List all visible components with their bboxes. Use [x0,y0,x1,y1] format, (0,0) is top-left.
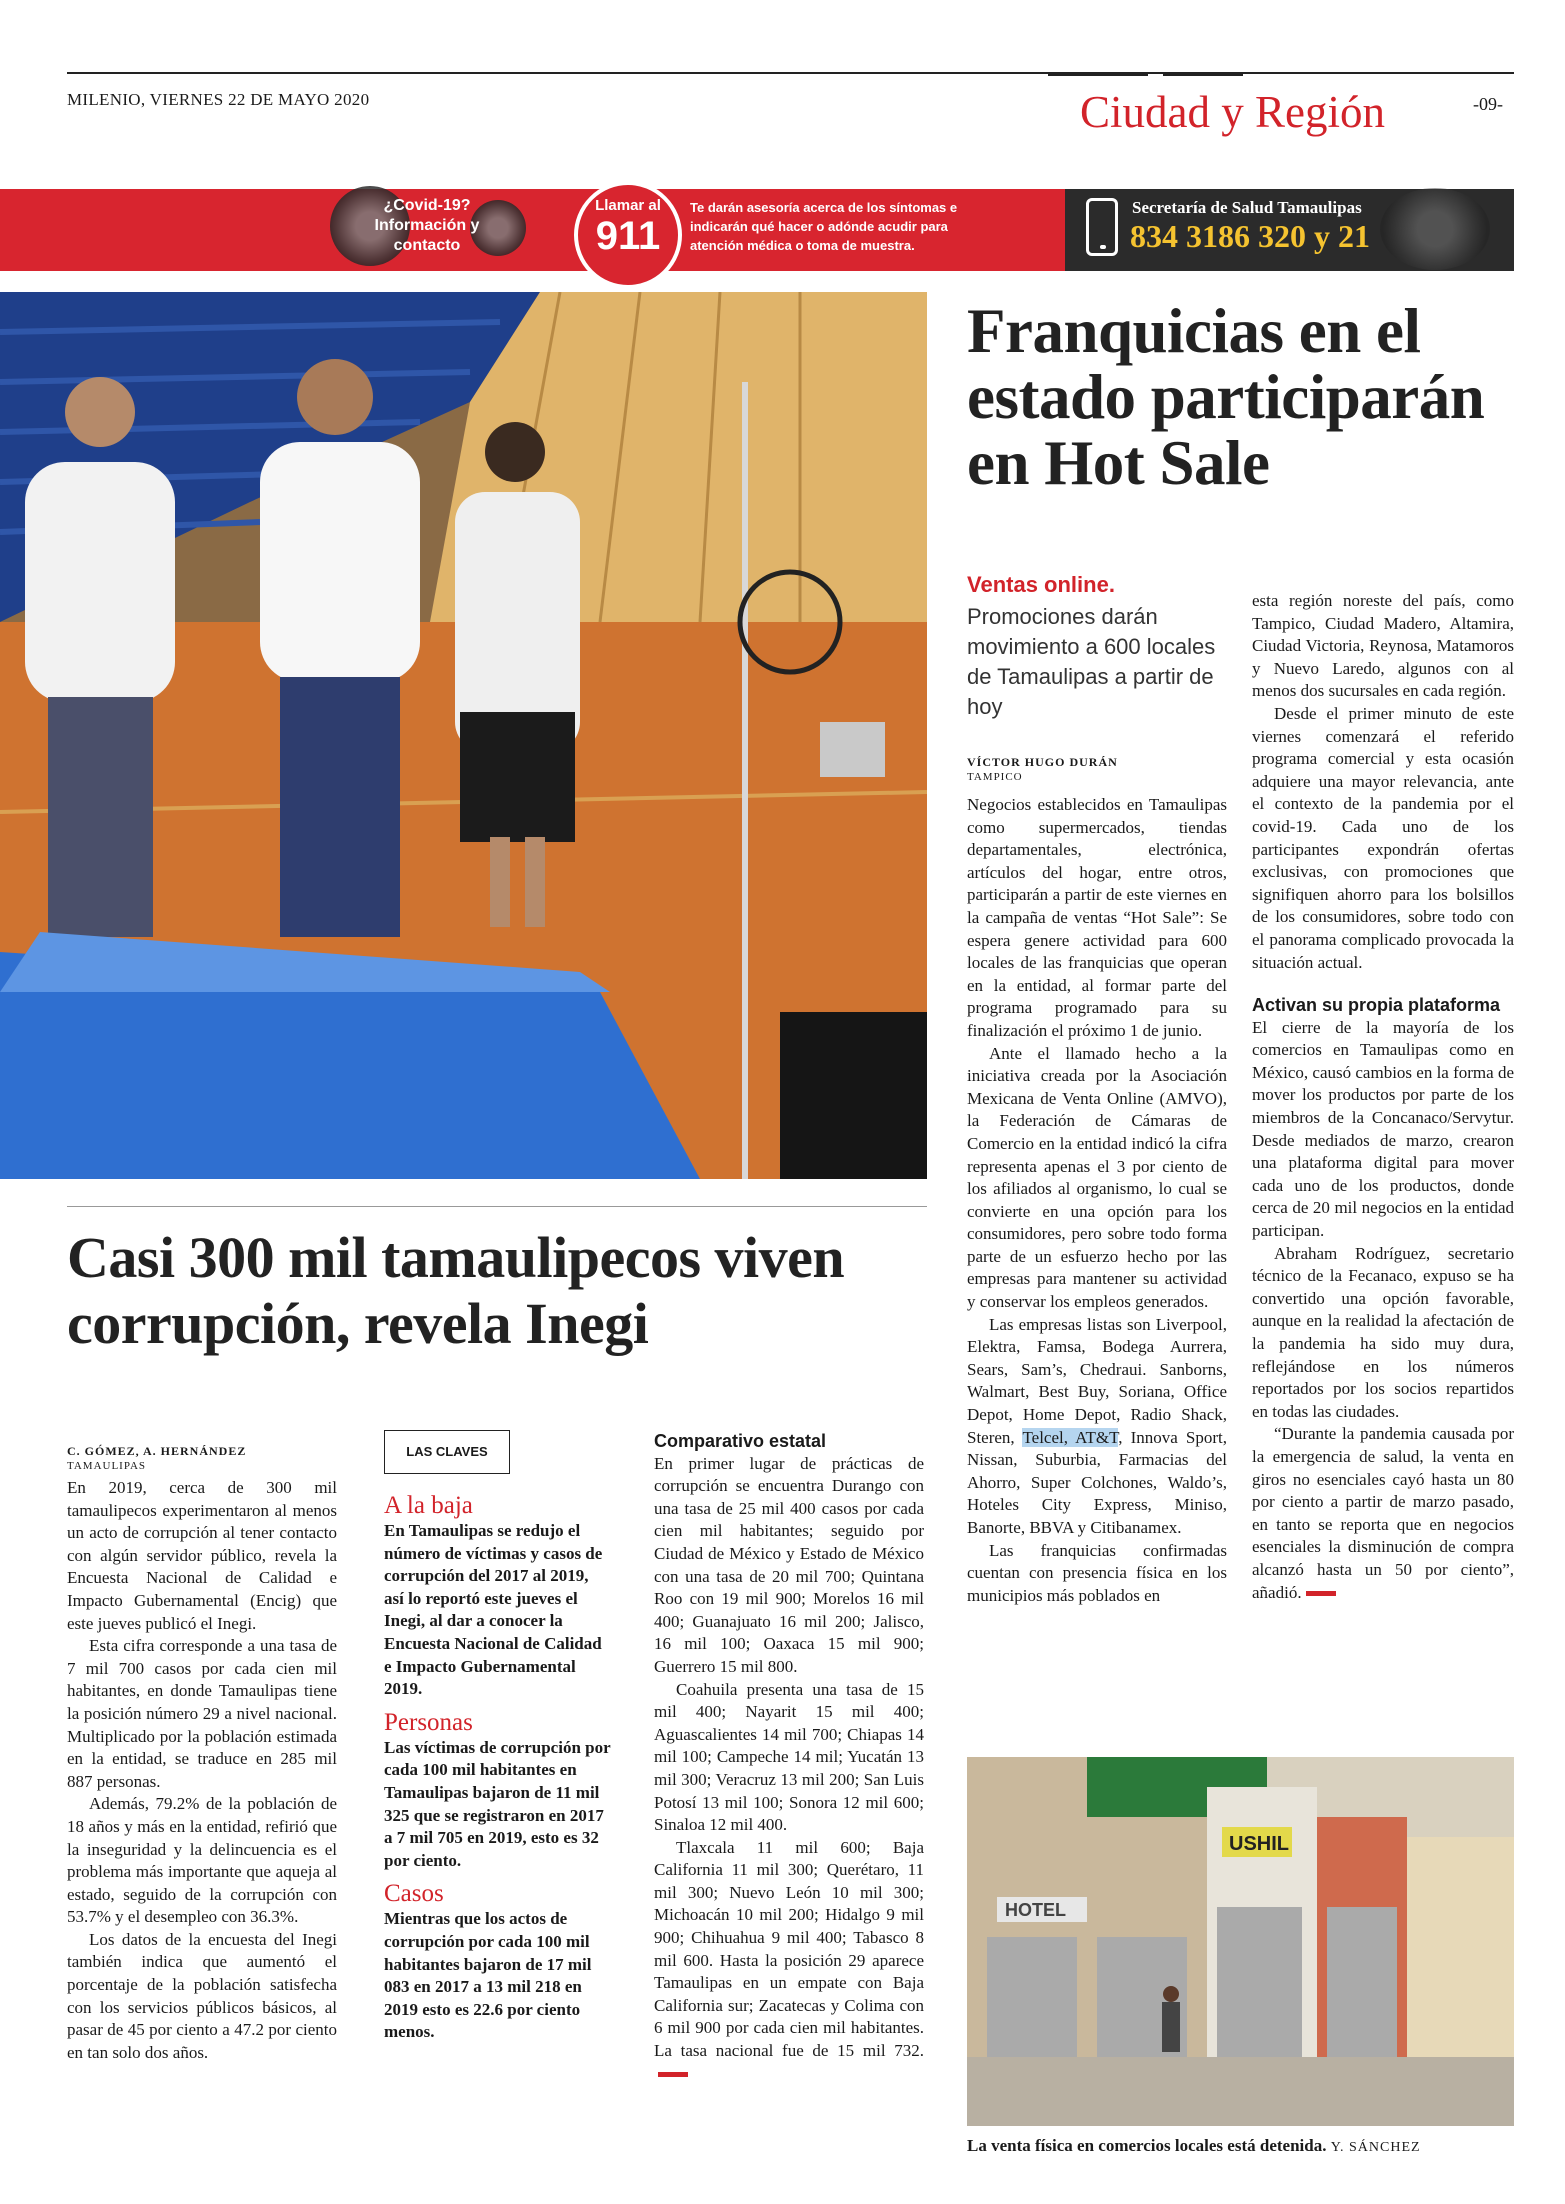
header-accent-rule [1048,72,1148,76]
photo-street-shops [967,1757,1514,2126]
article-column [67,1477,337,2064]
article-column [967,794,1227,1607]
page-number: -09- [1473,94,1503,114]
section-rule [67,1206,927,1207]
article-location: TAMPICO [967,771,1023,783]
paragraph: Desde el primer minuto de este viernes comenzará el referido programa comercial y esta ocasión adquiere una mayor relevancia, ante el contexto de la pandemia por el covid-19. Cada uno de los participantes expondrán ofertas exclusivas, con promociones que signifiquen ahorro para los bolsillos de los consumidores, sobre todo con el panorama complicado provocada la situación actual. [1252,703,1514,972]
text-span: Las empresas listas son Liverpool, Elektra, Famsa, Bodega Aurrera, Sears, Sam’s, Chedraui. Sanborns, Walmart, Best Buy, Soriana, Office Depot, Home Depot, Radio Shack, Steren, [967,1314,1227,1447]
banner-info: Te darán asesoría acerca de los síntomas e indicarán qué hacer o adónde acudir para atención médica o toma de muestra. [690,200,958,253]
shop-sign: USHIL [1229,1833,1289,1855]
paragraph: El cierre de la mayoría de los comercios en Tamaulipas como en México, causó cambios en la forma de mover los productos por parte de los miembros de la Concanaco/Servytur. Desde mediados de marzo, crearon una plataforma digital para mover cada uno de los productos, donde cerca de 20 mil negocios en la entidad participan. [1252,1017,1514,1241]
paragraph [967,1314,1227,1540]
article-deck: Promociones darán movimiento a 600 locales de Tamaulipas a partir de hoy [967,604,1216,719]
text-span: , Innova Sport, Nissan, Suburbia, Farmacias del Ahorro, Super Colchones, Waldo’s, Hoteles City Express, Miniso, Banorte, BBVA y Citibanamex. [967,1427,1228,1537]
paragraph: Abraham Rodríguez, secretario técnico de la Fecanaco, expuso se ha convertido una opción favorable, aunque en la realidad la afectación de la pandemia ha sido muy dura, reflejándose en los números reportados por los socios repartidos en todas las ciudades. [1252,1243,1514,1421]
article-byline: C. GÓMEZ, A. HERNÁNDEZ [67,1444,247,1458]
call-number: 911 [595,214,661,258]
paragraph: Coahuila presenta una tasa de 15 mil 400; Nayarit 15 mil 400; Aguascalientes 14 mil 700; Chiapas 14 mil 100; Campeche 14 mil; Yucatán 13 mil 300; Veracruz 13 mil 200; San Luis Potosí 13 mil 100; Sonora 12 mil 600; Sinaloa 12 mil 400. [654,1679,924,1835]
highlighted-text: Telcel, AT&T [1022,1427,1119,1447]
paragraph [1252,1423,1514,1604]
paragraph: esta región noreste del país, como Tampico, Ciudad Madero, Altamira, Ciudad Victoria, Reynosa, Matamoros y Nuevo Laredo, algunos con al menos dos sucursales en cada región. [1252,591,1514,701]
paragraph: Ante el llamado hecho a la iniciativa creada por la Asociación Mexicana de Venta Online (AMVO), la Federación de Cámaras de Comercio en la entidad indicó la cifra representa apenas el 3 por ciento de los afiliados al organismo, lo cual se convierte en una opción para los consumidores, pero sobre todo forma parte de un esfuerzo hecho por las empresas para mantener su actividad y conservar los empleos generados. [967,1043,1227,1312]
article-column [1252,590,1514,1604]
paragraph: En 2019, cerca de 300 mil tamaulipecos experimentaron al menos un acto de corrupción al tener contacto con algún servidor público, revela la Encuesta Nacional de Calidad e Impacto Gubernamental (Encig) que este jueves publicó el Inegi. [67,1478,337,1633]
header-rule [67,72,1514,74]
header-accent-rule [1163,72,1243,76]
article-location: TAMAULIPAS [67,1460,147,1472]
caption-text: La venta física en comercios locales está detenida. [967,2136,1327,2155]
paragraph: Además, 79.2% de la población de 18 años y más en la entidad, refirió que la inseguridad y la delincuencia es el problema más importante que aqueja al estado, seguido de la corrupción con 53.7% y el desempleo con 36.3%. [67,1794,337,1927]
clave-text: Las víctimas de corrupción por cada 100 mil habitantes en Tamaulipas bajaron de 11 mil 325 que se registraron en 2017 a 7 mil 705 en 2019, esto es 32 por ciento. [384,1737,611,1870]
text-span: Tlaxcala 11 mil 600; Baja California 11 mil 300; Querétaro, 11 mil 300; Nuevo León 10 mil 300; Michoacán 10 mil 200; Hidalgo 9 mil 900; Chihuahua 9 mil 400; Tabasco 8 mil 600. Hasta la posición 29 aparece Tamaulipas en un empate con Baja California sur; Zacatecas y Colima con 6 mil 900 por cada cien mil habitantes. La tasa nacional fue de 15 mil 732. [654,1837,924,2061]
article-column [654,1430,924,2085]
phone-icon [1086,198,1118,256]
clave-heading: Casos [384,1880,444,1908]
end-mark [1306,1591,1336,1596]
hotel-sign: HOTEL [1005,1900,1066,1920]
clave-text: En Tamaulipas se redujo el número de víctimas y casos de corrupción del 2017 al 2019, así lo reportó este jueves el Inegi, al dar a conocer la Encuesta Nacional de Calidad e Impacto Gubernamental 2019. [384,1521,603,1699]
photo-credit: Y. SÁNCHEZ [1330,2140,1421,2155]
banner-phone: 834 3186 320 y 21 [1130,218,1370,254]
banner-secretaria: Secretaría de Salud Tamaulipas [1132,198,1362,217]
photo-caption [967,2136,1421,2156]
subhead: Comparativo estatal [654,1431,827,1451]
paragraph: Los datos de la encuesta del Inegi también indica que aumentó el porcentaje de la población satisfecha con los servicios públicos básicos, al pasar de 45 por ciento a 47.2 por ciento en tan solo dos años. [67,1929,337,2062]
section-title: Ciudad y Región [1080,87,1385,137]
paragraph: Las franquicias confirmadas cuentan con presencia física en los municipios más poblados en [967,1540,1227,1605]
article-headline: Casi 300 mil tamaulipecos viven corrupción, revela Inegi [67,1225,845,1356]
clave-heading: A la baja [384,1492,473,1519]
end-mark [658,2072,688,2077]
paragraph: Esta cifra corresponde a una tasa de 7 mil 700 casos por cada cien mil habitantes, en donde Tamaulipas tiene la posición número 29 a nivel nacional. Multiplicado por la población estimada en la entidad, se traduce en 285 mil 887 personas. [67,1636,337,1791]
article-headline: Franquicias en el estado participarán en Hot Sale [967,296,1485,498]
article-kicker: Ventas online. [967,572,1115,597]
subhead: Activan su propia plataforma [1252,995,1501,1016]
paragraph: En primer lugar de prácticas de corrupción se encuentra Durango con una tasa de 25 mil 400 casos por cada cien mil habitantes; seguido por Ciudad de México y Estado de México con una tasa de 20 mil 700; Quintana Roo con 19 mil 900; Morelos 16 mil 400; Guanajuato 16 mil 200; Jalisco, 16 mil 100; Oaxaca 15 mil 900; Guerrero 15 mil 800. [654,1453,924,1676]
paragraph [654,1837,924,2086]
claves-sidebar [384,1492,612,2044]
call-911-badge [574,181,682,289]
claves-label: LAS CLAVES [384,1430,510,1474]
clave-text: Mientras que los actos de corrupción por cada 100 mil habitantes bajaron de 17 mil 083 en 2017 a 13 mil 218 en 2019 esto es 22.6 por ciento menos. [384,1909,592,2042]
virus-icon [1380,188,1490,270]
text-span: “Durante la pandemia causada por la emergencia de salud, la venta en giros no esenciales cayó hasta un 80 por ciento a partir de marzo pasado, en tanto se reporta que en negocios esenciales la disminución de compra alcanzó hasta un 50 por ciento”, añadió. [1252,1424,1514,1602]
clave-heading: Personas [384,1708,473,1736]
paragraph: Negocios establecidos en Tamaulipas como supermercados, tiendas departamentales, electrónica, artículos del hogar, entre otros, participarán a partir de este viernes en la campaña de ventas “Hot Sale”: Se espera genere actividad para 600 locales de las franquicias que operan en la entidad, al formar parte del programa programado para su finalización el próximo 1 de junio. [967,795,1227,1040]
call-label: Llamar al [595,197,661,214]
article-byline: VÍCTOR HUGO DURÁN [967,755,1118,769]
banner-question: ¿Covid-19? Información y contacto [374,197,480,254]
masthead: MILENIO, VIERNES 22 DE MAYO 2020 [67,90,370,109]
photo-gym-officials [0,292,927,1179]
